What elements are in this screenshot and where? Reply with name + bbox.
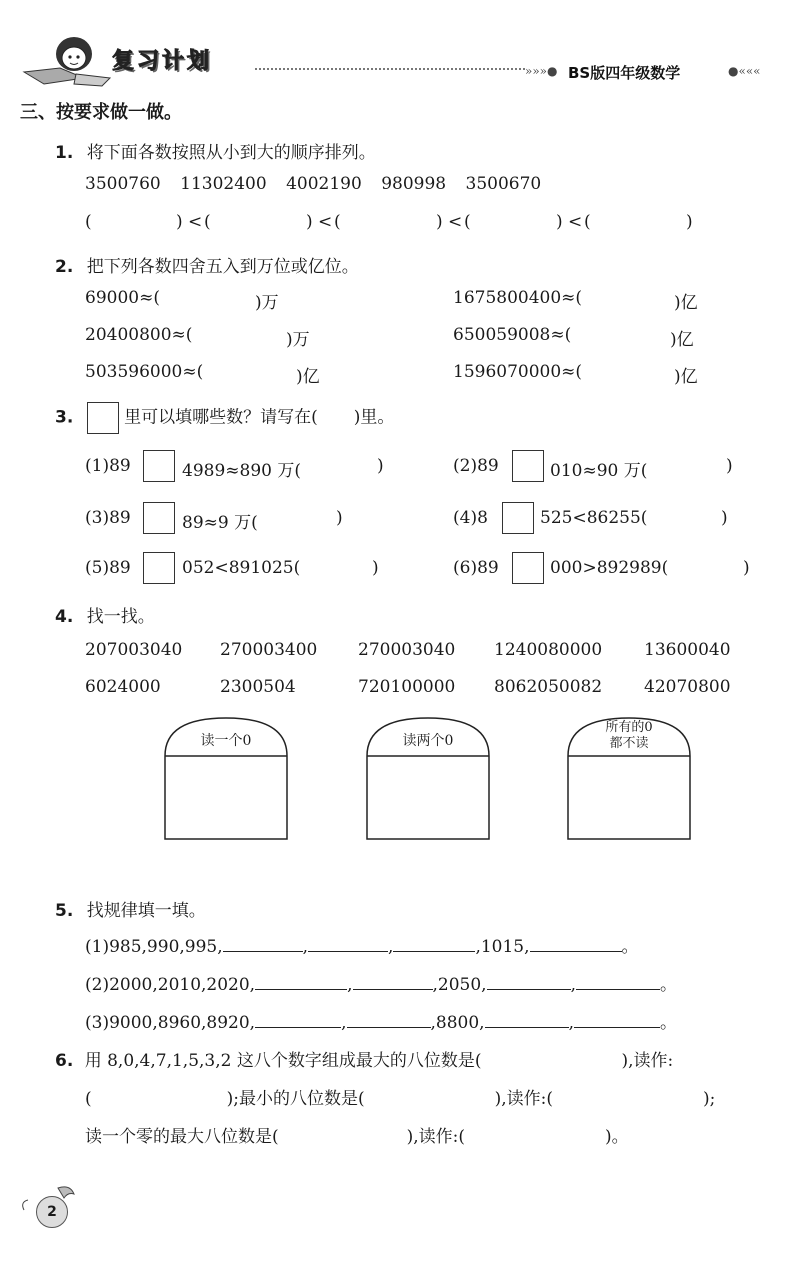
less-than-sign: < xyxy=(568,212,583,232)
q3-item-close: ) xyxy=(743,558,750,578)
q3-item-pre: (3)89 xyxy=(85,508,131,528)
q6-text: ); xyxy=(703,1089,716,1109)
q6-line-3 xyxy=(85,1122,629,1147)
q3-item-close: ) xyxy=(726,456,733,476)
arrows-right-icon: ●««« xyxy=(728,64,761,78)
q3-item-pre: (6)89 xyxy=(453,558,499,578)
q6-text: ( xyxy=(85,1089,92,1109)
q5-seq-text: ,8800, xyxy=(430,1013,485,1033)
q2-unit: )亿 xyxy=(674,367,698,387)
q3-item-post: 525<86255( xyxy=(540,508,648,528)
q1-number-item: 3500760 xyxy=(85,174,161,194)
q5-blank[interactable] xyxy=(223,933,303,952)
q4-number-item: 1240080000 xyxy=(494,640,603,660)
q1-answer-slot[interactable] xyxy=(345,206,435,230)
q2-unit: )万 xyxy=(286,330,310,350)
q6-text: 用 8,0,4,7,1,5,3,2 这八个数字组成最大的八位数是( xyxy=(84,1051,482,1071)
q3-number: 3. xyxy=(55,407,74,428)
q3-digit-box[interactable] xyxy=(143,502,175,534)
q4-number-item: 207003040 xyxy=(85,640,183,660)
q5-seq-text: ,1015, xyxy=(475,937,530,957)
q4-prompt xyxy=(55,602,155,627)
q2-unit: )亿 xyxy=(674,293,698,313)
q5-seq-text: (3)9000,8960,8920, xyxy=(85,1013,256,1033)
q4-number: 4. xyxy=(55,607,74,627)
q4-number-item: 720100000 xyxy=(358,677,456,697)
q5-comma: , xyxy=(570,975,576,995)
q3-digit-box[interactable] xyxy=(143,552,175,584)
q3-item-post: 000>892989( xyxy=(550,558,669,578)
q5-comma: , xyxy=(568,1013,574,1033)
q5-blank[interactable] xyxy=(393,933,475,952)
q3-item-post: 010≈90 万( xyxy=(550,461,648,481)
page-number: 2 xyxy=(36,1196,68,1228)
q6-number: 6. xyxy=(55,1051,74,1071)
section-title: 三、按要求做一做。 xyxy=(20,102,182,123)
q1-prompt xyxy=(55,138,376,163)
q3-text-a: 里可以填哪些数？请写在( xyxy=(124,407,318,428)
q3-digit-box[interactable] xyxy=(502,502,534,534)
q5-comma: , xyxy=(341,1013,347,1033)
q5-comma: , xyxy=(347,975,353,995)
q4-number-item: 6024000 xyxy=(85,677,161,697)
q1-answer-slot[interactable] xyxy=(96,206,176,230)
q2-expr: 1596070000≈( xyxy=(453,362,583,382)
arch-box-label: 读一个0 xyxy=(200,733,252,749)
q3-item-pre: (4)8 xyxy=(453,508,488,528)
q3-digit-box[interactable] xyxy=(143,450,175,482)
q1-numbers xyxy=(85,174,541,194)
arch-box-label: 所有的0 都不读 xyxy=(605,720,653,751)
girl-reading-icon xyxy=(14,28,114,88)
q1-number: 1. xyxy=(55,143,74,163)
q2-expr: 503596000≈( xyxy=(85,362,204,382)
q3-item-post: 052<891025( xyxy=(182,558,301,578)
q5-blank[interactable] xyxy=(255,971,347,990)
q3-text-b: )里。 xyxy=(353,407,395,428)
arch-box-label: 读两个0 xyxy=(402,733,454,749)
q3-item-pre: (2)89 xyxy=(453,456,499,476)
less-than-sign: < xyxy=(188,212,203,232)
less-than-sign: < xyxy=(318,212,333,232)
q4-number-item: 270003040 xyxy=(358,640,456,660)
q2-expr: 20400800≈( xyxy=(85,325,193,345)
q3-item-close: ) xyxy=(336,508,343,528)
q5-prompt xyxy=(55,896,206,921)
q2-number: 2. xyxy=(55,257,74,277)
q1-number-item: 3500670 xyxy=(465,174,542,194)
q5-blank[interactable] xyxy=(576,971,660,990)
q6-text: ),读作:( xyxy=(494,1089,554,1109)
q5-blank[interactable] xyxy=(485,1009,569,1028)
q4-number-item: 8062050082 xyxy=(494,677,603,697)
arch-box-answer-area[interactable] xyxy=(166,758,286,838)
header-title: 复习计划 xyxy=(112,49,213,74)
q3-digit-box[interactable] xyxy=(512,450,544,482)
q5-seq-text: (1)985,990,995, xyxy=(85,937,223,957)
q2-expr: 1675800400≈( xyxy=(453,288,583,308)
q5-number: 5. xyxy=(55,901,74,921)
q5-comma: , xyxy=(388,937,394,957)
q2-text: 把下列各数四舍五入到万位或亿位。 xyxy=(86,257,359,277)
q4-number-item: 2300504 xyxy=(220,677,296,697)
q4-number-item: 42070800 xyxy=(644,677,731,697)
q6-text: )。 xyxy=(605,1127,629,1147)
q3-item-close: ) xyxy=(372,558,379,578)
q5-blank[interactable] xyxy=(353,971,433,990)
q3-item-close: ) xyxy=(721,508,728,528)
q1-answer-slot[interactable] xyxy=(215,206,305,230)
q2-expr: 69000≈( xyxy=(85,288,160,308)
q1-answer-slot[interactable] xyxy=(475,206,565,230)
q3-item-post: 89≈9 万( xyxy=(182,513,258,533)
less-than-sign: < xyxy=(448,212,463,232)
q5-end: 。 xyxy=(659,1013,677,1033)
q3-prompt xyxy=(55,402,394,434)
q2-prompt xyxy=(55,252,359,277)
q5-seq-text: (2)2000,2010,2020, xyxy=(85,975,256,995)
q3-item-pre: (5)89 xyxy=(85,558,131,578)
q5-line-2 xyxy=(85,970,677,995)
q1-text: 将下面各数按照从小到大的顺序排列。 xyxy=(86,143,376,163)
q5-blank[interactable] xyxy=(347,1009,431,1028)
q3-item-close: ) xyxy=(377,456,384,476)
q6-text: 读一个零的最大八位数是( xyxy=(85,1127,279,1147)
q6-text: ),读作:( xyxy=(406,1127,466,1147)
q5-blank[interactable] xyxy=(574,1009,660,1028)
q1-number-item: 980998 xyxy=(381,174,447,194)
q4-number-item: 270003400 xyxy=(220,640,318,660)
q6-line-2 xyxy=(85,1084,715,1109)
q5-line-1 xyxy=(85,932,639,957)
header-subject: BS版四年级数学 xyxy=(568,64,681,82)
q4-text: 找一找。 xyxy=(86,607,155,627)
q3-item-post: 4989≈890 万( xyxy=(182,461,301,481)
q2-unit: )万 xyxy=(255,293,279,313)
q2-unit: )亿 xyxy=(670,330,694,350)
arrows-left-icon: »»»● xyxy=(525,64,558,78)
q5-blank[interactable] xyxy=(255,1009,341,1028)
q5-seq-text: ,2050, xyxy=(432,975,487,995)
q5-comma: , xyxy=(302,937,309,957)
q6-text: );最小的八位数是( xyxy=(226,1089,365,1109)
q5-blank[interactable] xyxy=(530,933,622,952)
q5-blank[interactable] xyxy=(308,933,388,952)
q3-item-pre: (1)89 xyxy=(85,456,131,476)
q5-end: 。 xyxy=(659,975,677,995)
q6-text: ),读作: xyxy=(621,1051,674,1071)
q4-number-item: 13600040 xyxy=(644,640,731,660)
q5-text: 找规律填一填。 xyxy=(86,901,206,921)
q6-line-1 xyxy=(55,1046,673,1071)
empty-box-icon xyxy=(87,402,119,434)
arch-box-answer-area[interactable] xyxy=(569,758,689,838)
q2-unit: )亿 xyxy=(296,367,320,387)
arch-box-answer-area[interactable] xyxy=(368,758,488,838)
q1-number-item: 4002190 xyxy=(286,174,362,194)
q5-end: 。 xyxy=(621,937,639,957)
q5-blank[interactable] xyxy=(487,971,571,990)
q1-number-item: 11302400 xyxy=(180,174,267,194)
q3-digit-box[interactable] xyxy=(512,552,544,584)
q5-line-3 xyxy=(85,1008,677,1033)
q2-expr: 650059008≈( xyxy=(453,325,572,345)
q1-answer-slot[interactable] xyxy=(595,206,685,230)
header-divider xyxy=(255,68,525,70)
